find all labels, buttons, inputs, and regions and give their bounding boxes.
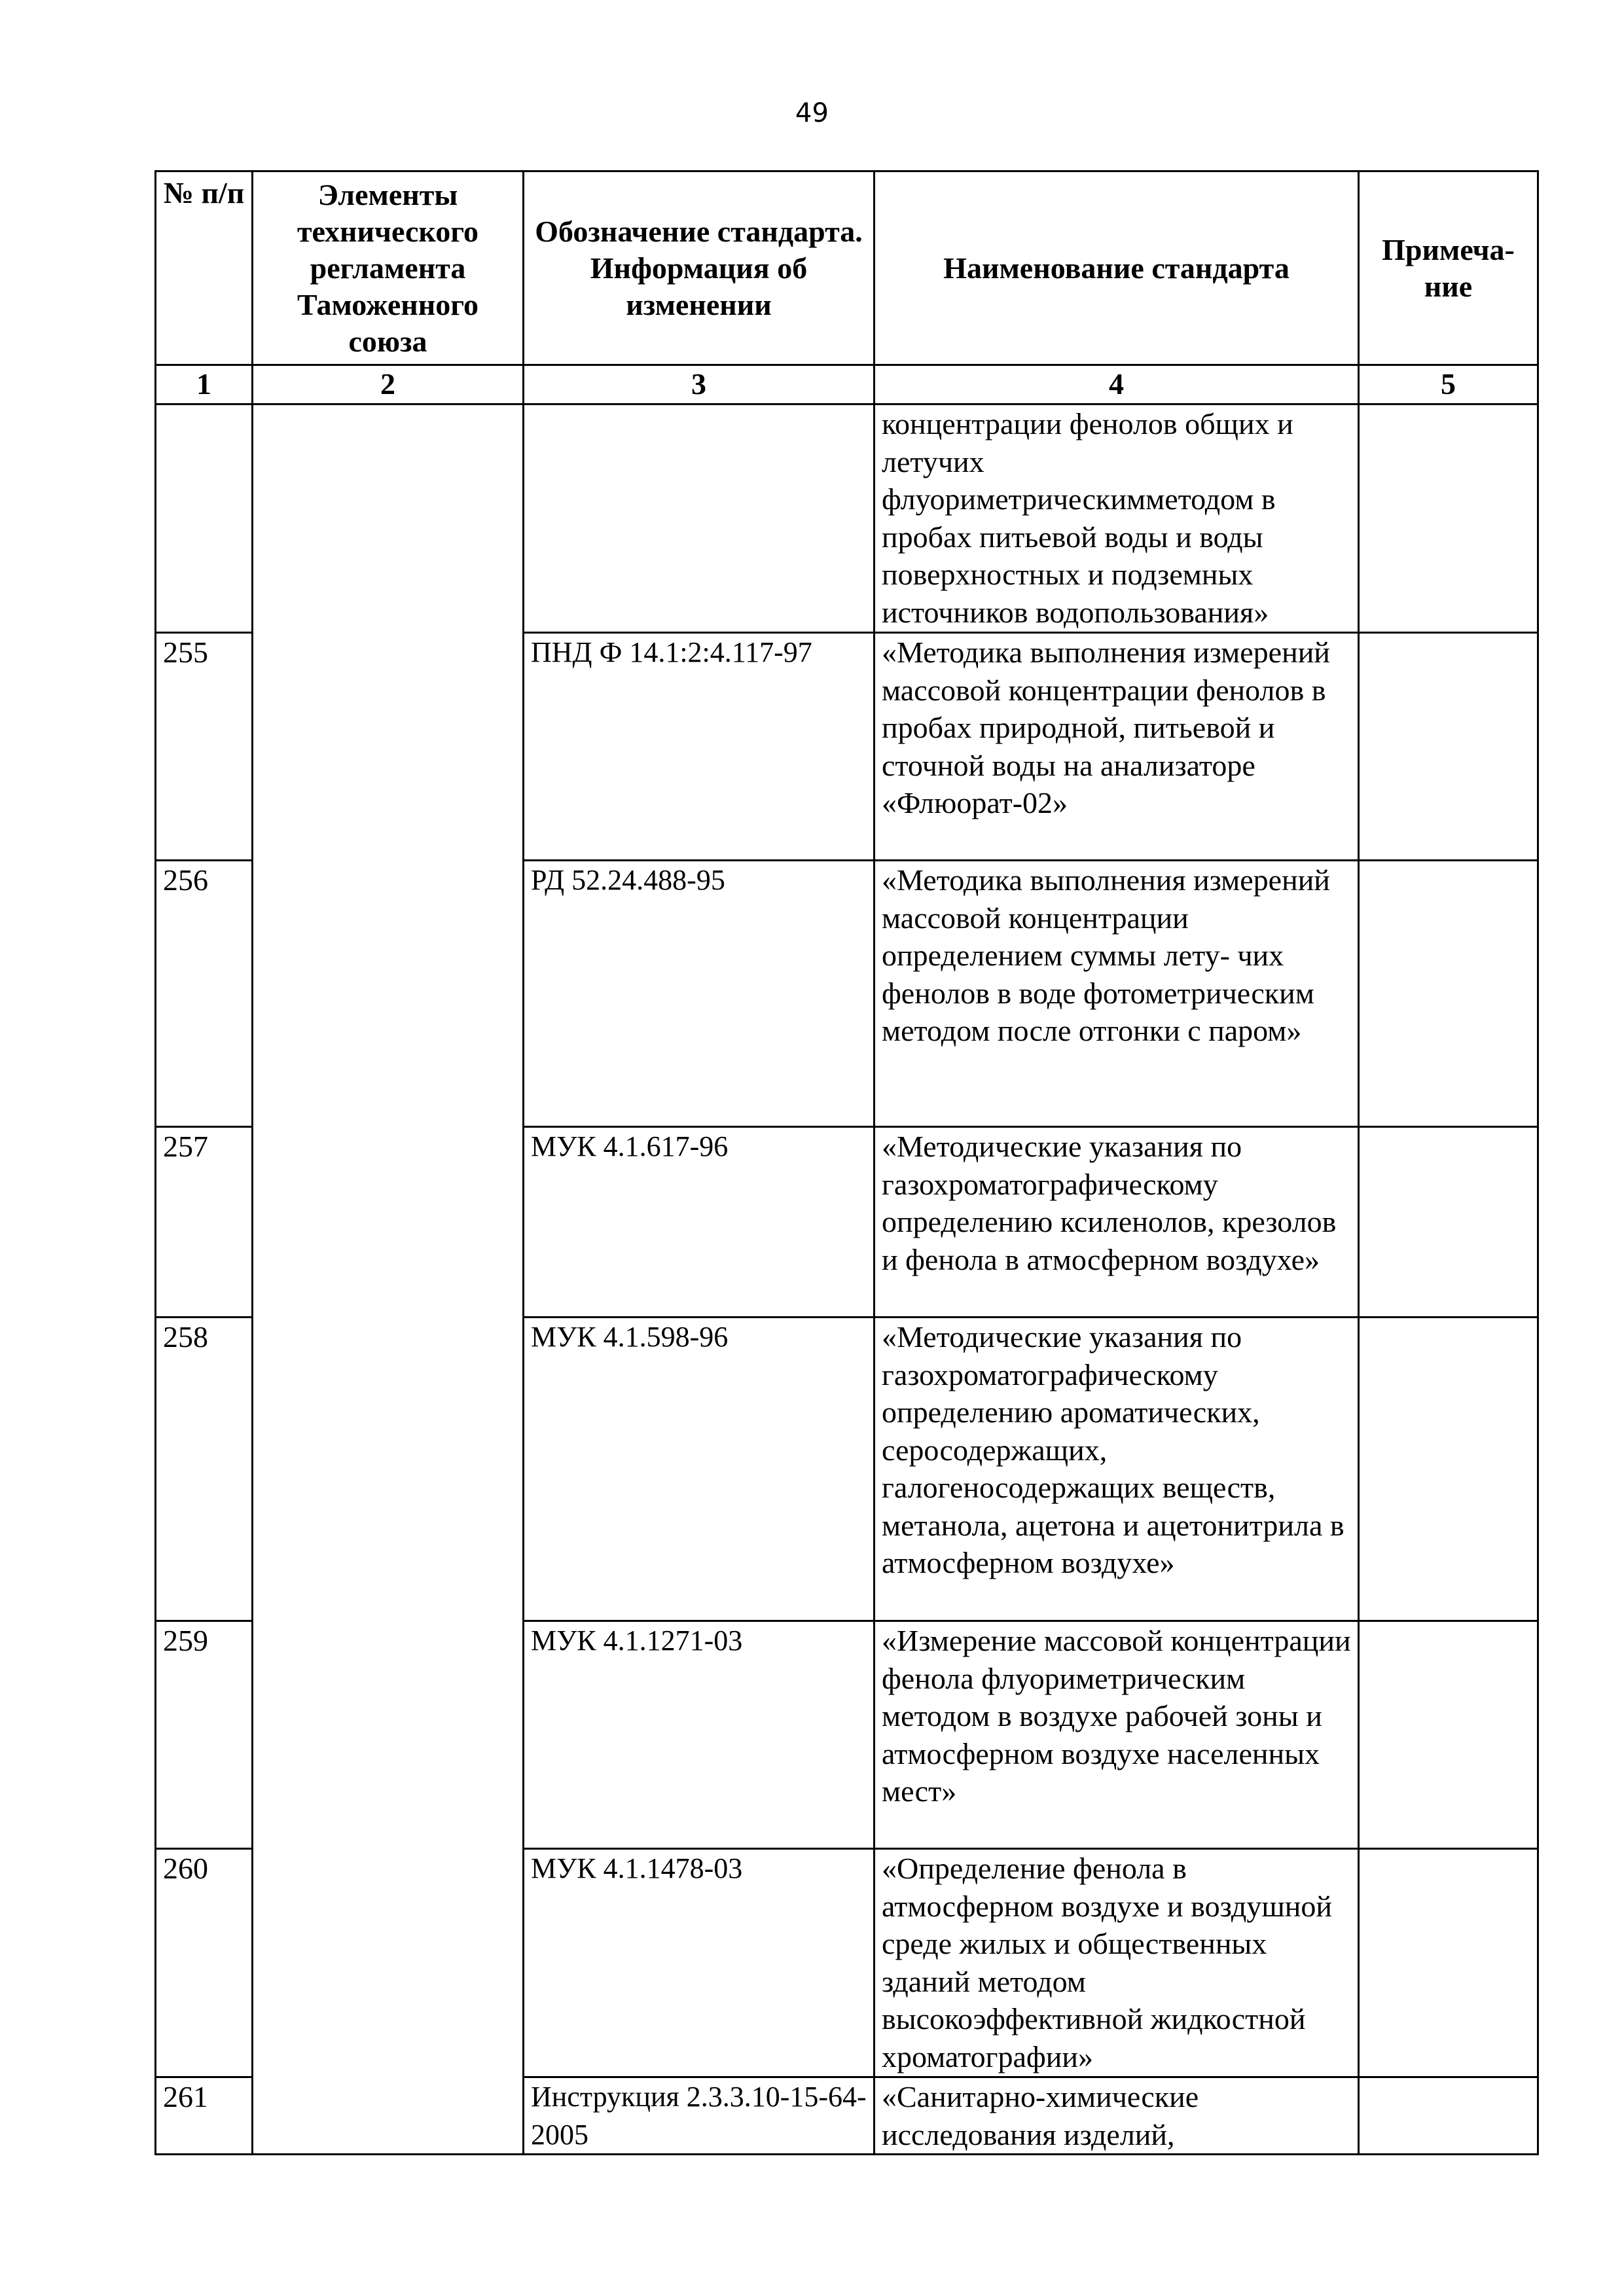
standards-table <box>154 170 1539 2155</box>
header-standard-name: Наименование стандарта <box>875 171 1359 365</box>
column-number-row <box>156 365 1538 404</box>
note-cell <box>1359 404 1538 633</box>
table-row <box>156 404 1538 633</box>
note-cell <box>1359 1127 1538 1318</box>
row-number: 258 <box>156 1318 253 1621</box>
note-cell <box>1359 861 1538 1127</box>
standard-title: «Санитарно-химические исследования изделий, <box>875 2077 1359 2155</box>
regulation-elements-cell <box>253 404 524 2155</box>
row-number: 261 <box>156 2077 253 2155</box>
standard-code: МУК 4.1.1271-03 <box>524 1621 875 1849</box>
row-number: 256 <box>156 861 253 1127</box>
column-number: 5 <box>1359 365 1538 404</box>
standard-code: МУК 4.1.1478-03 <box>524 1849 875 2077</box>
standard-title: «Измерение массовой концентрации фенола флуориметрическим методом в воздухе рабочей зоны и атмосферном воздухе населенных мест» <box>875 1621 1359 1849</box>
note-cell <box>1359 1849 1538 2077</box>
note-cell <box>1359 1621 1538 1849</box>
header-note: Примеча-ние <box>1359 171 1538 365</box>
standard-title: «Методические указания по газохроматографическому определению ароматических, серосодержащих, галогеносодержащих веществ, метанола, ацетона и ацетонитрила в атмосферном воздухе» <box>875 1318 1359 1621</box>
note-cell <box>1359 633 1538 861</box>
header-designation: Обозначение стандарта. Информация об изменении <box>524 171 875 365</box>
column-number: 3 <box>524 365 875 404</box>
row-number: 260 <box>156 1849 253 2077</box>
standard-title: концентрации фенолов общих и летучих флуориметрическимметодом в пробах питьевой воды и воды поверхностных и подземных источников водопользования» <box>875 404 1359 633</box>
standard-code: ПНД Ф 14.1:2:4.117-97 <box>524 633 875 861</box>
note-cell <box>1359 1318 1538 1621</box>
column-number: 2 <box>253 365 524 404</box>
page-number: 49 <box>795 98 829 128</box>
standard-code: РД 52.24.488-95 <box>524 861 875 1127</box>
standard-code: Инструкция 2.3.3.10-15-64-2005 <box>524 2077 875 2155</box>
standard-title: «Методические указания по газохроматографическому определению ксиленолов, крезолов и фенола в атмосферном воздухе» <box>875 1127 1359 1318</box>
column-number: 1 <box>156 365 253 404</box>
standard-title: «Методика выполнения измерений массовой концентрации фенолов в пробах природной, питьевой и сточной воды на анализаторе «Флюорат-02» <box>875 633 1359 861</box>
standard-code <box>524 404 875 633</box>
header-row <box>156 171 1538 365</box>
standard-title: «Методика выполнения измерений массовой концентрации определением суммы лету- чих фенолов в воде фотометрическим методом после отгонки с паром» <box>875 861 1359 1127</box>
standard-title: «Определение фенола в атмосферном воздухе и воздушной среде жилых и общественных зданий методом высокоэффективной жидкостной хроматографии» <box>875 1849 1359 2077</box>
note-cell <box>1359 2077 1538 2155</box>
header-number: № п/п <box>156 171 253 365</box>
header-elements: Элементы технического регламента Таможенного союза <box>253 171 524 365</box>
row-number: 257 <box>156 1127 253 1318</box>
row-number <box>156 404 253 633</box>
standard-code: МУК 4.1.598-96 <box>524 1318 875 1621</box>
row-number: 255 <box>156 633 253 861</box>
column-number: 4 <box>875 365 1359 404</box>
standard-code: МУК 4.1.617-96 <box>524 1127 875 1318</box>
row-number: 259 <box>156 1621 253 1849</box>
